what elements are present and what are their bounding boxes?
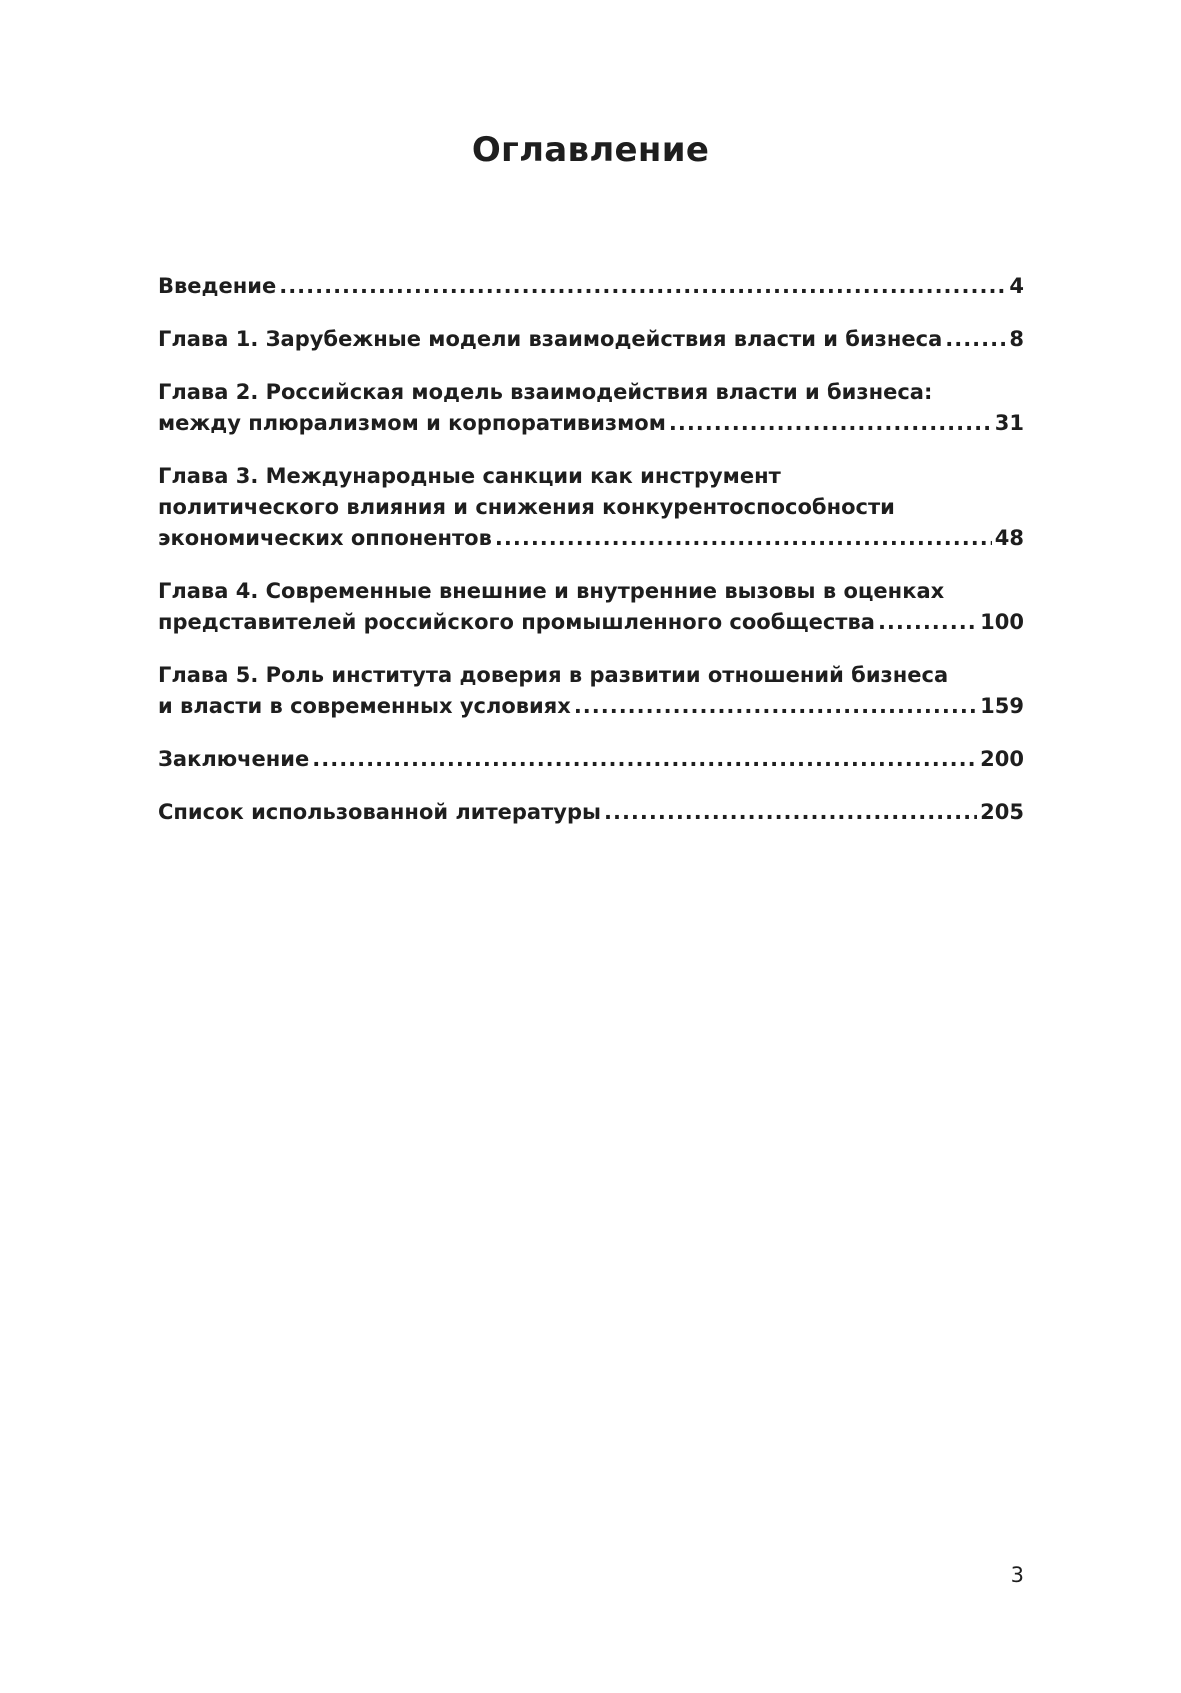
toc-entry-chapter-4[interactable] [158,576,1024,638]
toc-entry-title-continued: экономических оппонентов [158,526,492,550]
toc-page-number: 48 [994,526,1024,550]
toc-page-number: 8 [1009,327,1024,351]
toc-entry-title: Заключение [158,747,310,771]
toc-entry-title-continued: представителей российского промышленного сообщества [158,610,875,634]
toc-entry-conclusion[interactable] [158,744,1024,775]
toc-entry-chapter-5[interactable] [158,660,1024,722]
toc-entry-introduction[interactable] [158,271,1024,302]
toc-entry-title-continued: и власти в современных условиях [158,694,571,718]
toc-page-number: 200 [980,747,1024,771]
toc-entry-title: Глава 3. Международные санкции как инструмент [158,464,781,488]
toc-entry-title-continued: между плюрализмом и корпоративизмом [158,411,666,435]
toc-page-number: 31 [994,411,1024,435]
page-number: 3 [1010,1563,1024,1587]
toc-page-number: 159 [980,694,1024,718]
dot-leader [312,744,977,775]
toc-page-number: 100 [980,610,1024,634]
dot-leader [669,408,992,439]
toc-entry-title: Глава 2. Российская модель взаимодействия власти и бизнеса: [158,380,933,404]
table-of-contents [158,271,1024,850]
dot-leader [945,324,1006,355]
toc-entry-title: Глава 5. Роль института доверия в развитии отношений бизнеса [158,663,949,687]
toc-entry-title: Глава 4. Современные внешние и внутренние вызовы в оценках [158,579,945,603]
dot-leader [495,523,992,554]
dot-leader [279,271,1006,302]
dot-leader [604,797,977,828]
toc-entry-title: Глава 1. Зарубежные модели взаимодействия власти и бизнеса [158,327,943,351]
toc-page-number: 4 [1009,274,1024,298]
page-title: Оглавление [471,130,710,170]
toc-entry-chapter-3[interactable] [158,461,1024,554]
toc-entry-title: Введение [158,274,277,298]
toc-entry-bibliography[interactable] [158,797,1024,828]
dot-leader [574,691,977,722]
toc-entry-title-continued: политического влияния и снижения конкурентоспособности [158,495,895,519]
toc-entry-title: Список использованной литературы [158,800,601,824]
dot-leader [878,607,977,638]
toc-page-number: 205 [980,800,1024,824]
toc-entry-chapter-2[interactable] [158,377,1024,439]
toc-entry-chapter-1[interactable] [158,324,1024,355]
